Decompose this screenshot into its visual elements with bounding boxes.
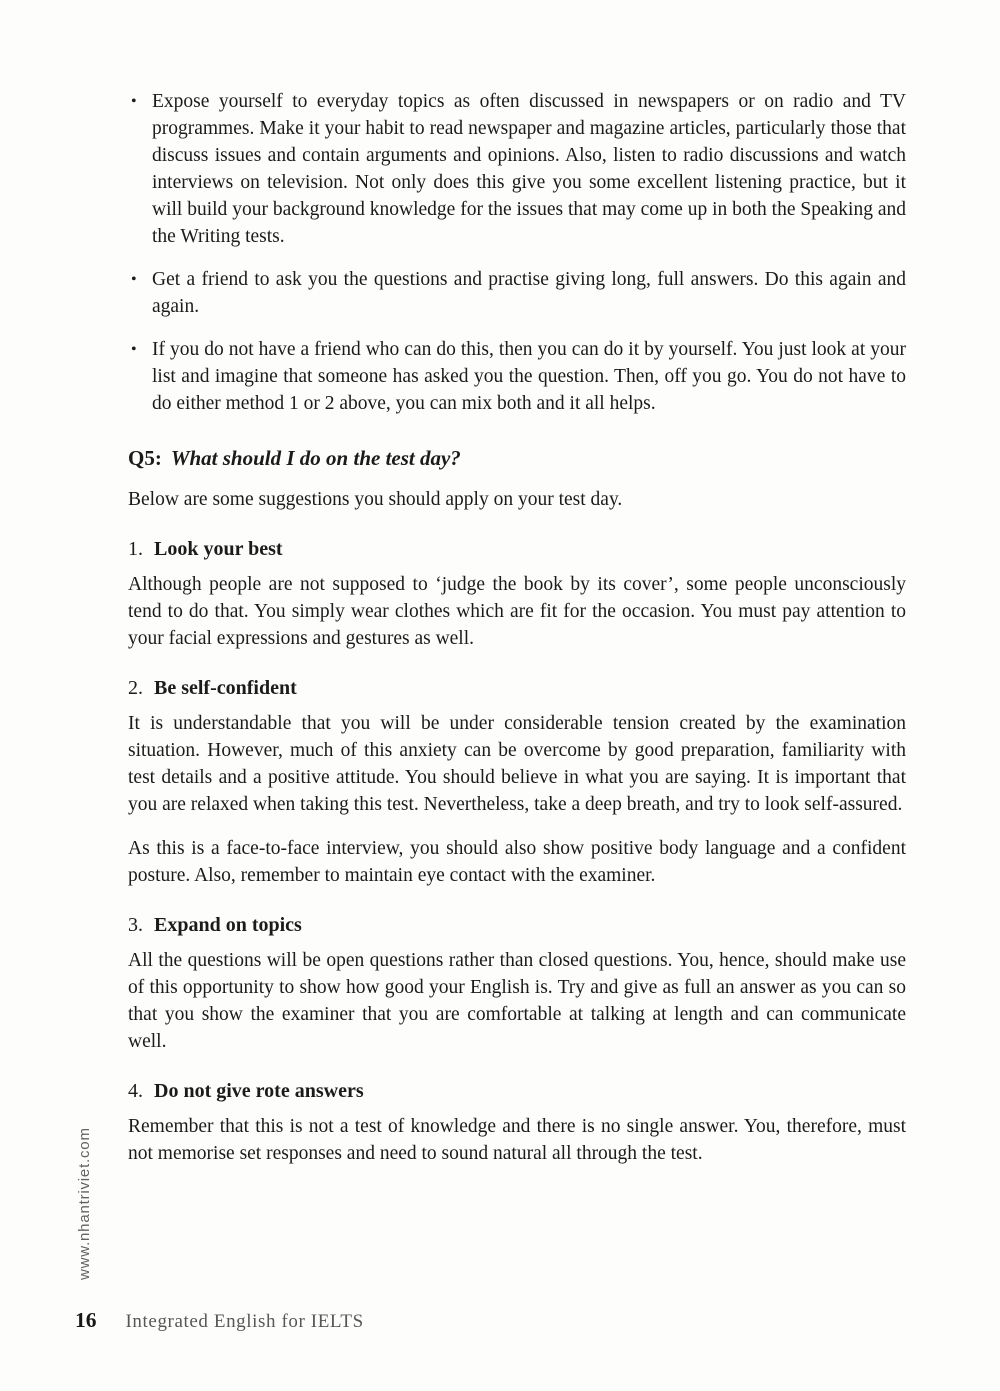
bullet-dot-icon: • xyxy=(131,271,137,288)
section-number: 3. xyxy=(128,914,143,936)
section-heading-1 xyxy=(128,536,906,563)
bullet-item xyxy=(128,336,906,417)
section-title: Do not give rote answers xyxy=(154,1080,364,1102)
section-heading-2 xyxy=(128,675,906,702)
section-heading-3 xyxy=(128,912,906,939)
section-heading-4 xyxy=(128,1078,906,1105)
section-number: 2. xyxy=(128,677,143,699)
section-title: Be self-confident xyxy=(154,677,297,699)
bullet-item xyxy=(128,88,906,250)
bullet-text: Expose yourself to everyday topics as often discussed in newspapers or on radio and TV programmes. Make it your habit to read newspaper and magazine articles, particularly those that discuss issues and contain arguments and opinions. Also, listen to radio discussions and watch interviews on television. Not only does this give you some excellent listening practice, but it will build your background knowledge for the issues that may come up in both the Speaking and the Writing tests. xyxy=(152,91,906,247)
section-paragraph: As this is a face-to-face interview, you should also show positive body language and a confident posture. Also, remember to maintain eye contact with the examiner. xyxy=(128,838,906,886)
section-title: Look your best xyxy=(154,538,283,560)
page-content xyxy=(128,88,906,1167)
bullet-item xyxy=(128,266,906,320)
intro-text: Below are some suggestions you should apply on your test day. xyxy=(128,489,623,510)
book-title: Integrated English for IELTS xyxy=(125,1311,364,1332)
question-label: Q5: xyxy=(128,446,162,470)
bullet-dot-icon: • xyxy=(131,93,137,110)
section-paragraph: Although people are not supposed to ‘judge the book by its cover’, some people unconsciously tend to do that. You simply wear clothes which are fit for the occasion. You must pay attention to your facial expressions and gestures as well. xyxy=(128,574,906,649)
section-number: 4. xyxy=(128,1080,143,1102)
section-paragraph: All the questions will be open questions rather than closed questions. You, hence, should make use of this opportunity to show how good your English is. Try and give as full an answer as you can so that you show the examiner that you are comfortable at talking at length and can communicate well. xyxy=(128,950,906,1052)
tips-bullet-list xyxy=(128,88,906,417)
question-text: What should I do on the test day? xyxy=(170,446,461,470)
bullet-dot-icon: • xyxy=(131,341,137,358)
page-footer xyxy=(75,1308,364,1333)
section-number: 1. xyxy=(128,538,143,560)
section-paragraph: Remember that this is not a test of knowledge and there is no single answer. You, therefore, must not memorise set responses and need to sound natural all through the test. xyxy=(128,1116,906,1164)
section-paragraph: It is understandable that you will be under considerable tension created by the examination situation. However, much of this anxiety can be overcome by good preparation, familiarity with test details and a positive attitude. You should believe in what you are saying. It is important that you are relaxed when taking this test. Nevertheless, take a deep breath, and try to look self-assured. xyxy=(128,713,906,815)
publisher-watermark: www.nhantriviet.com xyxy=(76,1127,93,1280)
question-heading xyxy=(128,443,906,473)
bullet-text: If you do not have a friend who can do this, then you can do it by yourself. You just look at your list and imagine that someone has asked you the question. Then, off you go. You do not have to do either method 1 or 2 above, you can mix both and it all helps. xyxy=(152,339,906,414)
page-number: 16 xyxy=(75,1308,97,1332)
section-title: Expand on topics xyxy=(154,914,302,936)
bullet-text: Get a friend to ask you the questions and practise giving long, full answers. Do this again and again. xyxy=(152,269,906,317)
